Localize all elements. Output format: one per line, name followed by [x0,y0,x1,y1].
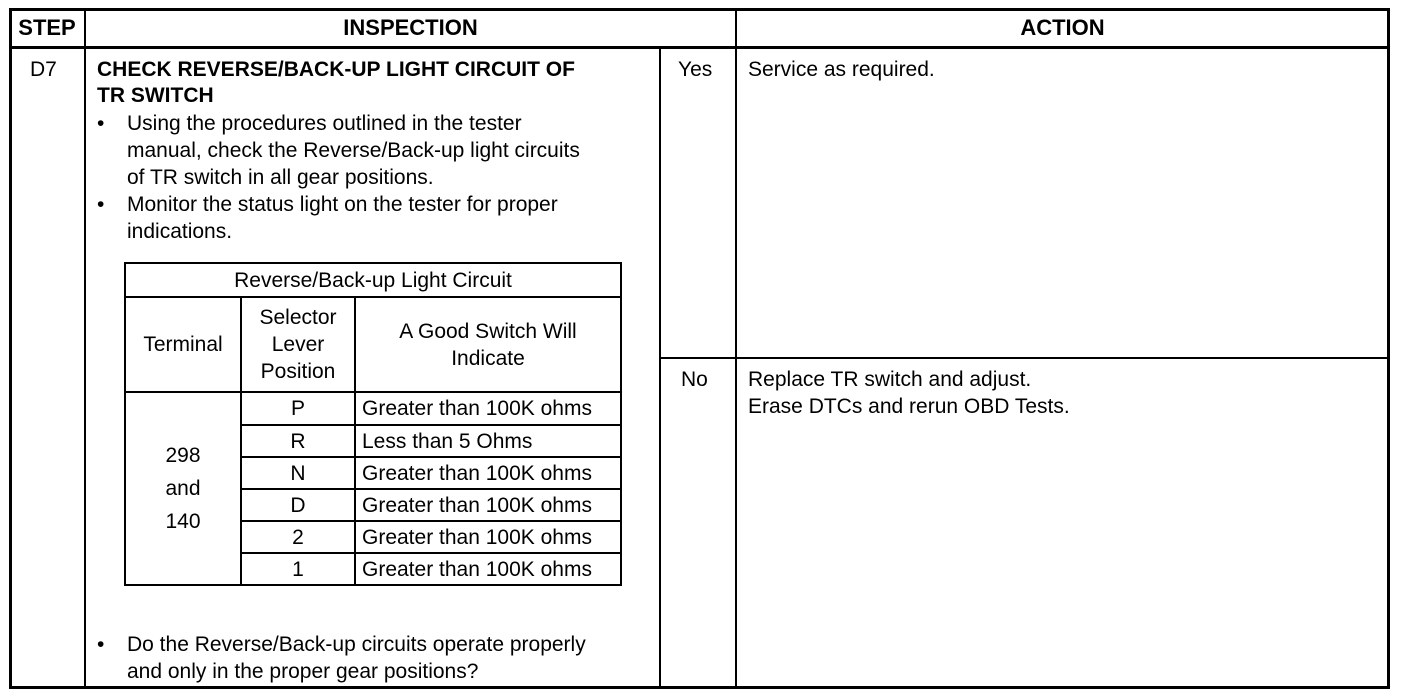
bullet-line: indications. [127,220,233,243]
terminal-value-line: and [165,477,201,500]
col-header-selector-line: Lever [271,333,325,356]
circuit-table [124,262,622,586]
question-line: and only in the proper gear positions? [127,660,479,683]
bullet-dot: • [97,112,105,135]
bullet-line: of TR switch in all gear positions. [127,166,434,189]
check-title-line1: CHECK REVERSE/BACK-UP LIGHT CIRCUIT OF [97,58,575,81]
question-item [97,631,657,685]
indication-cell: Greater than 100K ohms [362,461,592,485]
position-cell: P [290,397,305,420]
yes-label: Yes [678,58,713,81]
circuit-table-title: Reverse/Back-up Light Circuit [234,268,512,292]
position-cell: 1 [292,557,304,581]
col-header-indicate-line: Indicate [451,346,525,370]
no-action-line: Replace TR switch and adjust. [748,368,1032,391]
divider-step [84,8,86,689]
divider-header [9,46,1390,49]
check-title-line2: TR SWITCH [97,84,214,107]
position-cell: R [290,429,306,453]
bullet-item-2 [97,191,649,245]
no-action-line: Erase DTCs and rerun OBD Tests. [748,395,1070,418]
col-header-selector [242,298,354,391]
col-header-terminal: Terminal [143,333,223,356]
question-line: Do the Reverse/Back-up circuits operate properly [127,633,586,656]
position-cell: D [290,493,306,517]
indication-cell: Less than 5 Ohms [362,429,533,453]
header-step: STEP [18,15,76,40]
indication-cell: Greater than 100K ohms [362,557,592,581]
bullet-item-1 [97,110,649,191]
bullet-line: manual, check the Reverse/Back-up light circuits [127,139,580,162]
col-header-indicate [356,298,620,391]
step-id: D7 [30,58,57,81]
bullet-line: Monitor the status light on the tester for proper [127,193,558,216]
no-label: No [681,368,708,391]
terminal-value-line: 140 [165,510,201,533]
position-cell: 2 [292,525,304,549]
terminal-value-line: 298 [165,444,201,467]
bullet-dot: • [97,633,105,656]
terminal-value [126,393,240,584]
col-header-selector-line: Position [260,360,336,383]
bullet-dot: • [97,193,105,216]
bullet-line: Using the procedures outlined in the tester [127,112,522,135]
indication-cell: Greater than 100K ohms [362,397,592,420]
header-inspection: INSPECTION [343,15,478,40]
divider-yes-no [659,357,1390,359]
divider-action [735,8,737,689]
divider-yesno [659,48,661,689]
indication-cell: Greater than 100K ohms [362,493,592,517]
header-action: ACTION [1020,15,1105,40]
col-header-selector-line: Selector [259,306,337,329]
indication-cell: Greater than 100K ohms [362,525,592,549]
yes-action: Service as required. [748,58,935,81]
position-cell: N [290,461,306,485]
col-header-indicate-line: A Good Switch Will [399,319,577,343]
